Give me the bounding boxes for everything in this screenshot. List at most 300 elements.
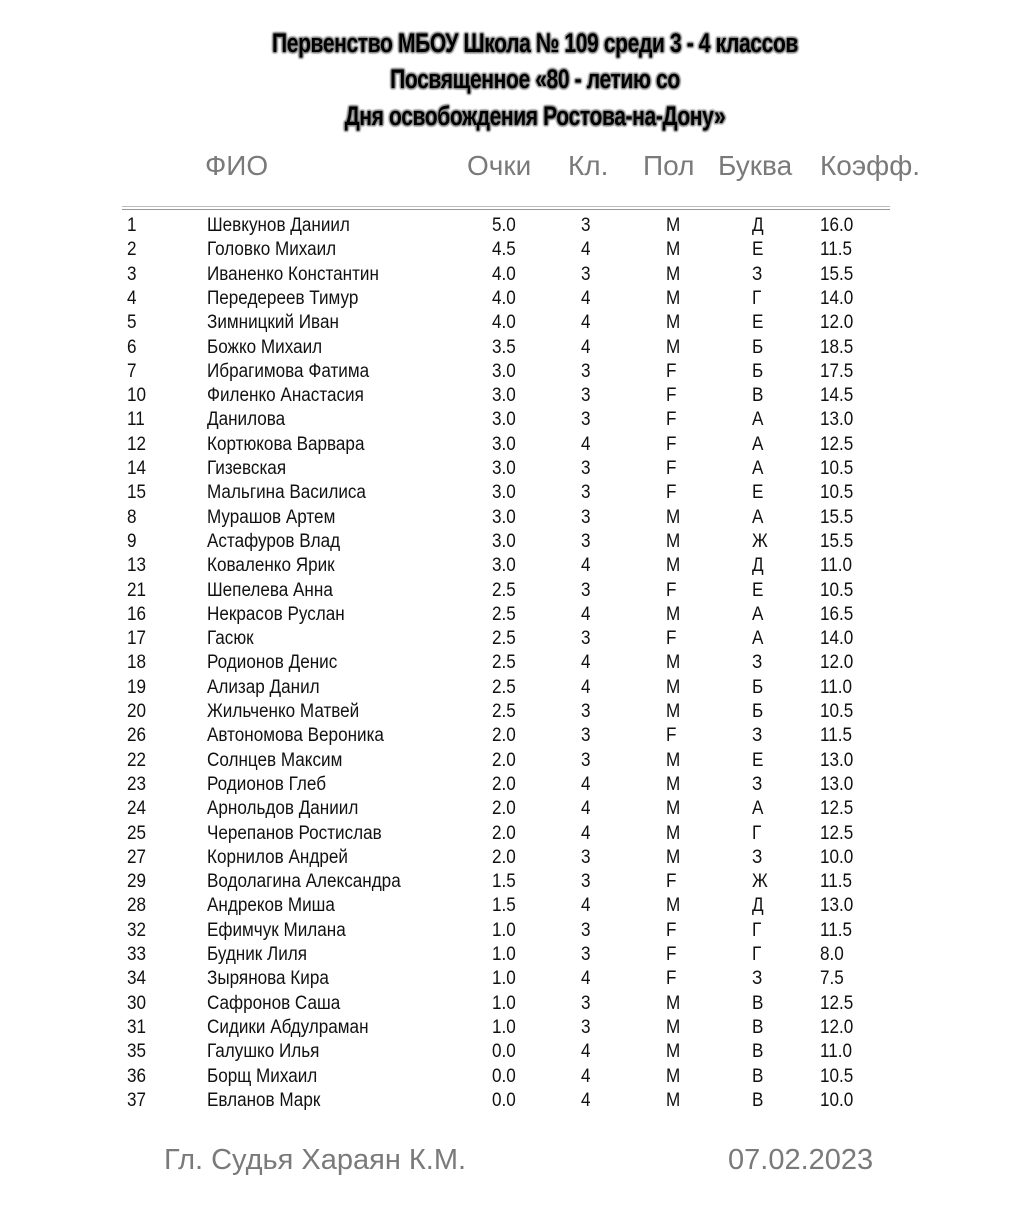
cell-sex: M xyxy=(666,701,681,722)
cell-name: Данилова xyxy=(207,409,286,431)
title-line-1: Первенство МБОУ Школа № 109 среди 3 - 4 классов xyxy=(272,28,798,58)
cell-letter: Б xyxy=(752,360,764,382)
cell-points: 4.0 xyxy=(492,287,516,309)
table-row xyxy=(0,895,1024,919)
cell-place: 20 xyxy=(127,701,147,722)
cell-name: Зырянова Кира xyxy=(207,968,329,990)
table-row xyxy=(0,944,1024,968)
cell-coeff: 10.5 xyxy=(820,701,854,722)
cell-coeff: 13.0 xyxy=(820,409,854,431)
cell-class: 3 xyxy=(581,749,591,771)
cell-name: Мурашов Артем xyxy=(207,506,336,528)
cell-sex: F xyxy=(666,871,677,893)
cell-place: 10 xyxy=(127,385,147,407)
table-row xyxy=(0,1090,1024,1114)
cell-sex: F xyxy=(666,919,677,941)
cell-sex: M xyxy=(666,263,681,285)
cell-class: 4 xyxy=(581,1089,591,1111)
cell-place: 34 xyxy=(127,968,147,990)
cell-class: 3 xyxy=(581,579,591,601)
cell-coeff: 7.5 xyxy=(820,968,844,990)
table-row xyxy=(0,264,1024,288)
cell-coeff: 14.0 xyxy=(820,628,854,650)
cell-coeff: 11.0 xyxy=(820,676,853,698)
cell-sex: M xyxy=(666,312,681,334)
cell-letter: А xyxy=(752,458,764,479)
cell-sex: M xyxy=(666,1065,681,1087)
cell-letter: Б xyxy=(752,701,764,722)
cell-class: 3 xyxy=(581,871,591,893)
cell-class: 3 xyxy=(581,215,591,236)
table-row xyxy=(0,774,1024,798)
cell-points: 3.0 xyxy=(492,360,516,382)
cell-place: 32 xyxy=(127,919,147,941)
table-row xyxy=(0,288,1024,312)
cell-sex: M xyxy=(666,749,681,771)
cell-sex: M xyxy=(666,992,681,1014)
cell-class: 3 xyxy=(581,506,591,528)
cell-points: 3.0 xyxy=(492,482,516,504)
cell-points: 1.0 xyxy=(492,968,516,990)
table-row xyxy=(0,555,1024,579)
cell-letter: Г xyxy=(752,822,762,844)
table-row xyxy=(0,993,1024,1017)
cell-sex: M xyxy=(666,846,681,868)
cell-name: Сидики Абдулраман xyxy=(207,1016,369,1038)
cell-place: 22 xyxy=(127,749,147,771)
cell-place: 2 xyxy=(127,239,137,261)
cell-place: 1 xyxy=(127,215,137,236)
table-row xyxy=(0,871,1024,895)
cell-place: 12 xyxy=(127,433,147,455)
cell-name: Иваненко Константин xyxy=(207,263,379,285)
cell-letter: Е xyxy=(752,482,764,504)
cell-points: 1.5 xyxy=(492,895,516,917)
cell-place: 21 xyxy=(127,579,147,601)
cell-class: 3 xyxy=(581,385,591,407)
cell-class: 3 xyxy=(581,846,591,868)
cell-place: 35 xyxy=(127,1041,147,1063)
table-row xyxy=(0,337,1024,361)
cell-sex: F xyxy=(666,579,677,601)
cell-class: 4 xyxy=(581,312,591,334)
cell-coeff: 13.0 xyxy=(820,773,854,795)
cell-coeff: 11.0 xyxy=(820,1041,853,1063)
cell-points: 4.0 xyxy=(492,312,516,334)
cell-letter: А xyxy=(752,603,764,625)
cell-sex: M xyxy=(666,530,681,552)
cell-sex: M xyxy=(666,1041,681,1063)
cell-place: 36 xyxy=(127,1065,147,1087)
cell-class: 4 xyxy=(581,895,591,917)
cell-name: Передереев Тимур xyxy=(207,287,359,309)
cell-points: 1.0 xyxy=(492,944,516,965)
cell-sex: F xyxy=(666,482,677,504)
cell-class: 4 xyxy=(581,603,591,625)
header-name: ФИО xyxy=(205,150,269,181)
cell-name: Родионов Глеб xyxy=(207,773,327,795)
cell-letter: Е xyxy=(752,239,764,261)
chief-judge: Гл. Судья Хараян К.М. xyxy=(164,1144,467,1176)
cell-points: 3.0 xyxy=(492,530,516,552)
cell-coeff: 8.0 xyxy=(820,944,844,965)
cell-letter: З xyxy=(752,773,763,795)
cell-letter: А xyxy=(752,433,764,455)
cell-name: Астафуров Влад xyxy=(207,530,341,552)
cell-coeff: 12.5 xyxy=(820,433,854,455)
cell-place: 37 xyxy=(127,1089,147,1111)
cell-class: 4 xyxy=(581,968,591,990)
cell-letter: А xyxy=(752,506,764,528)
cell-points: 3.0 xyxy=(492,506,516,528)
cell-sex: M xyxy=(666,555,681,577)
cell-sex: F xyxy=(666,458,677,479)
cell-class: 3 xyxy=(581,628,591,650)
cell-points: 1.0 xyxy=(492,919,516,941)
cell-name: Ализар Данил xyxy=(207,676,320,698)
cell-place: 11 xyxy=(127,409,145,431)
cell-name: Головко Михаил xyxy=(207,239,337,261)
cell-name: Корнилов Андрей xyxy=(207,846,348,868)
cell-points: 2.0 xyxy=(492,798,516,820)
cell-name: Жильченко Матвей xyxy=(207,701,360,722)
table-row xyxy=(0,968,1024,992)
cell-coeff: 12.5 xyxy=(820,798,854,820)
cell-sex: M xyxy=(666,506,681,528)
cell-coeff: 14.0 xyxy=(820,287,854,309)
cell-coeff: 10.5 xyxy=(820,482,854,504)
cell-points: 3.0 xyxy=(492,555,516,577)
cell-name: Божко Михаил xyxy=(207,336,323,358)
cell-name: Солнцев Максим xyxy=(207,749,343,771)
cell-sex: F xyxy=(666,968,677,990)
cell-sex: M xyxy=(666,773,681,795)
table-row xyxy=(0,847,1024,871)
cell-coeff: 10.5 xyxy=(820,458,854,479)
cell-place: 28 xyxy=(127,895,147,917)
cell-class: 4 xyxy=(581,239,591,261)
cell-letter: Б xyxy=(752,676,764,698)
cell-name: Гизевская xyxy=(207,458,287,479)
cell-letter: А xyxy=(752,409,764,431)
cell-letter: Е xyxy=(752,749,764,771)
cell-letter: В xyxy=(752,992,764,1014)
cell-place: 29 xyxy=(127,871,147,893)
cell-sex: F xyxy=(666,433,677,455)
table-row xyxy=(0,482,1024,506)
header-sex: Пол xyxy=(643,150,695,181)
cell-points: 0.0 xyxy=(492,1089,516,1111)
table-row xyxy=(0,458,1024,482)
title-line-2: Посвященное «80 - летию со xyxy=(390,64,680,94)
cell-class: 4 xyxy=(581,287,591,309)
cell-points: 2.5 xyxy=(492,603,516,625)
cell-sex: F xyxy=(666,409,677,431)
cell-place: 23 xyxy=(127,773,147,795)
cell-sex: M xyxy=(666,215,681,236)
table-row xyxy=(0,701,1024,725)
cell-points: 4.0 xyxy=(492,263,516,285)
table-row xyxy=(0,628,1024,652)
cell-sex: F xyxy=(666,360,677,382)
cell-place: 25 xyxy=(127,822,147,844)
cell-points: 3.0 xyxy=(492,458,516,479)
cell-place: 18 xyxy=(127,652,147,674)
cell-name: Водолагина Александра xyxy=(207,871,401,893)
cell-coeff: 11.5 xyxy=(820,239,853,261)
table-row xyxy=(0,434,1024,458)
cell-place: 13 xyxy=(127,555,147,577)
cell-points: 2.5 xyxy=(492,701,516,722)
cell-class: 3 xyxy=(581,482,591,504)
cell-points: 3.0 xyxy=(492,433,516,455)
cell-letter: Ж xyxy=(752,530,768,552)
table-row xyxy=(0,677,1024,701)
table-row xyxy=(0,652,1024,676)
cell-points: 0.0 xyxy=(492,1041,516,1063)
cell-letter: Д xyxy=(752,555,764,577)
cell-name: Зимницкий Иван xyxy=(207,312,339,334)
cell-letter: Д xyxy=(752,215,764,236)
cell-sex: F xyxy=(666,725,677,747)
cell-letter: В xyxy=(752,385,764,407)
cell-sex: M xyxy=(666,287,681,309)
table-row xyxy=(0,823,1024,847)
cell-class: 3 xyxy=(581,360,591,382)
cell-name: Ефимчук Милана xyxy=(207,919,346,941)
cell-class: 4 xyxy=(581,433,591,455)
cell-letter: З xyxy=(752,725,763,747)
cell-coeff: 16.5 xyxy=(820,603,854,625)
cell-points: 3.0 xyxy=(492,385,516,407)
cell-place: 24 xyxy=(127,798,147,820)
cell-points: 2.5 xyxy=(492,579,516,601)
cell-coeff: 17.5 xyxy=(820,360,854,382)
cell-letter: Е xyxy=(752,312,764,334)
cell-points: 2.5 xyxy=(492,628,516,650)
cell-name: Коваленко Ярик xyxy=(207,555,335,577)
cell-coeff: 16.0 xyxy=(820,215,854,236)
table-row xyxy=(0,1041,1024,1065)
table-row xyxy=(0,920,1024,944)
cell-sex: M xyxy=(666,336,681,358)
cell-coeff: 18.5 xyxy=(820,336,854,358)
table-row xyxy=(0,215,1024,239)
cell-sex: M xyxy=(666,1089,681,1111)
cell-class: 3 xyxy=(581,944,591,965)
cell-sex: M xyxy=(666,652,681,674)
cell-coeff: 12.5 xyxy=(820,822,854,844)
cell-place: 30 xyxy=(127,992,147,1014)
cell-letter: В xyxy=(752,1041,764,1063)
cell-class: 3 xyxy=(581,1016,591,1038)
date: 07.02.2023 xyxy=(728,1144,874,1176)
cell-class: 4 xyxy=(581,652,591,674)
cell-points: 2.0 xyxy=(492,773,516,795)
cell-name: Автономова Вероника xyxy=(207,725,384,747)
cell-letter: Г xyxy=(752,944,762,965)
cell-letter: Ж xyxy=(752,871,768,893)
cell-coeff: 15.5 xyxy=(820,263,854,285)
cell-coeff: 13.0 xyxy=(820,895,854,917)
cell-letter: Б xyxy=(752,336,764,358)
table-row xyxy=(0,312,1024,336)
cell-place: 33 xyxy=(127,944,147,965)
cell-coeff: 15.5 xyxy=(820,530,854,552)
cell-class: 3 xyxy=(581,701,591,722)
cell-coeff: 11.5 xyxy=(820,919,853,941)
cell-class: 4 xyxy=(581,555,591,577)
cell-letter: В xyxy=(752,1016,764,1038)
cell-name: Некрасов Руслан xyxy=(207,603,345,625)
cell-points: 2.0 xyxy=(492,822,516,844)
cell-sex: M xyxy=(666,895,681,917)
cell-points: 2.5 xyxy=(492,676,516,698)
cell-class: 3 xyxy=(581,263,591,285)
cell-name: Филенко Анастасия xyxy=(207,385,364,407)
cell-class: 3 xyxy=(581,409,591,431)
table-row xyxy=(0,385,1024,409)
cell-class: 3 xyxy=(581,458,591,479)
cell-points: 2.0 xyxy=(492,846,516,868)
cell-place: 15 xyxy=(127,482,147,504)
cell-name: Андреков Миша xyxy=(207,895,335,917)
cell-sex: M xyxy=(666,1016,681,1038)
cell-letter: В xyxy=(752,1089,764,1111)
cell-place: 19 xyxy=(127,676,147,698)
cell-letter: В xyxy=(752,1065,764,1087)
table-row xyxy=(0,725,1024,749)
table-row xyxy=(0,409,1024,433)
cell-class: 4 xyxy=(581,1065,591,1087)
header-letter: Буква xyxy=(718,150,793,181)
cell-place: 4 xyxy=(127,287,137,309)
cell-letter: Е xyxy=(752,579,764,601)
cell-points: 1.5 xyxy=(492,871,516,893)
cell-name: Кортюкова Варвара xyxy=(207,433,365,455)
title-line-3: Дня освобождения Ростова-на-Дону» xyxy=(344,101,726,131)
cell-letter: З xyxy=(752,652,763,674)
cell-class: 3 xyxy=(581,725,591,747)
cell-class: 4 xyxy=(581,336,591,358)
table-row xyxy=(0,798,1024,822)
cell-coeff: 12.0 xyxy=(820,312,854,334)
cell-coeff: 13.0 xyxy=(820,749,854,771)
cell-points: 2.0 xyxy=(492,725,516,747)
cell-letter: З xyxy=(752,263,763,285)
cell-letter: З xyxy=(752,968,763,990)
cell-letter: А xyxy=(752,798,764,820)
cell-letter: З xyxy=(752,846,763,868)
cell-class: 4 xyxy=(581,798,591,820)
cell-class: 4 xyxy=(581,1041,591,1063)
cell-sex: M xyxy=(666,239,681,261)
cell-name: Борщ Михаил xyxy=(207,1065,318,1087)
cell-place: 27 xyxy=(127,846,147,868)
cell-sex: F xyxy=(666,944,677,965)
cell-name: Шевкунов Даниил xyxy=(207,215,350,236)
cell-class: 4 xyxy=(581,676,591,698)
cell-place: 5 xyxy=(127,312,137,334)
cell-place: 14 xyxy=(127,458,147,479)
table-row xyxy=(0,1017,1024,1041)
cell-points: 0.0 xyxy=(492,1065,516,1087)
cell-name: Евланов Марк xyxy=(207,1089,321,1111)
cell-points: 1.0 xyxy=(492,992,516,1014)
cell-letter: А xyxy=(752,628,764,650)
cell-name: Мальгина Василиса xyxy=(207,482,366,504)
cell-class: 4 xyxy=(581,773,591,795)
cell-letter: Д xyxy=(752,895,764,917)
table-row xyxy=(0,239,1024,263)
cell-sex: M xyxy=(666,798,681,820)
table-row xyxy=(0,361,1024,385)
table-row xyxy=(0,1066,1024,1090)
cell-name: Арнольдов Даниил xyxy=(207,798,359,820)
cell-coeff: 12.0 xyxy=(820,1016,854,1038)
cell-name: Сафронов Саша xyxy=(207,992,341,1014)
cell-letter: Г xyxy=(752,287,762,309)
cell-points: 4.5 xyxy=(492,239,516,261)
cell-points: 3.0 xyxy=(492,409,516,431)
cell-coeff: 10.0 xyxy=(820,846,854,868)
header-divider xyxy=(122,206,890,210)
cell-points: 5.0 xyxy=(492,215,516,236)
cell-coeff: 11.5 xyxy=(820,871,853,893)
cell-place: 6 xyxy=(127,336,137,358)
table-row xyxy=(0,750,1024,774)
cell-sex: F xyxy=(666,628,677,650)
cell-points: 1.0 xyxy=(492,1016,516,1038)
cell-coeff: 10.0 xyxy=(820,1089,854,1111)
cell-sex: M xyxy=(666,822,681,844)
cell-class: 3 xyxy=(581,530,591,552)
table-row xyxy=(0,531,1024,555)
header-class: Кл. xyxy=(568,150,609,181)
cell-sex: M xyxy=(666,603,681,625)
cell-place: 7 xyxy=(127,360,137,382)
header-points: Очки xyxy=(467,150,532,181)
cell-coeff: 10.5 xyxy=(820,1065,854,1087)
cell-place: 9 xyxy=(127,530,137,552)
cell-name: Будник Лиля xyxy=(207,944,308,965)
cell-coeff: 15.5 xyxy=(820,506,854,528)
cell-coeff: 12.5 xyxy=(820,992,854,1014)
cell-place: 17 xyxy=(127,628,147,650)
cell-place: 26 xyxy=(127,725,147,747)
cell-name: Шепелева Анна xyxy=(207,579,333,601)
cell-letter: Г xyxy=(752,919,762,941)
cell-coeff: 14.5 xyxy=(820,385,854,407)
table-row xyxy=(0,507,1024,531)
cell-points: 2.5 xyxy=(492,652,516,674)
cell-name: Ибрагимова Фатима xyxy=(207,360,370,382)
cell-sex: M xyxy=(666,676,681,698)
cell-coeff: 11.5 xyxy=(820,725,853,747)
cell-place: 8 xyxy=(127,506,137,528)
cell-name: Галушко Илья xyxy=(207,1041,320,1063)
cell-class: 3 xyxy=(581,919,591,941)
cell-place: 16 xyxy=(127,603,147,625)
cell-points: 2.0 xyxy=(492,749,516,771)
cell-sex: F xyxy=(666,385,677,407)
cell-coeff: 10.5 xyxy=(820,579,854,601)
cell-name: Родионов Денис xyxy=(207,652,338,674)
cell-name: Гасюк xyxy=(207,628,254,650)
cell-place: 31 xyxy=(127,1016,147,1038)
cell-place: 3 xyxy=(127,263,137,285)
cell-class: 3 xyxy=(581,992,591,1014)
